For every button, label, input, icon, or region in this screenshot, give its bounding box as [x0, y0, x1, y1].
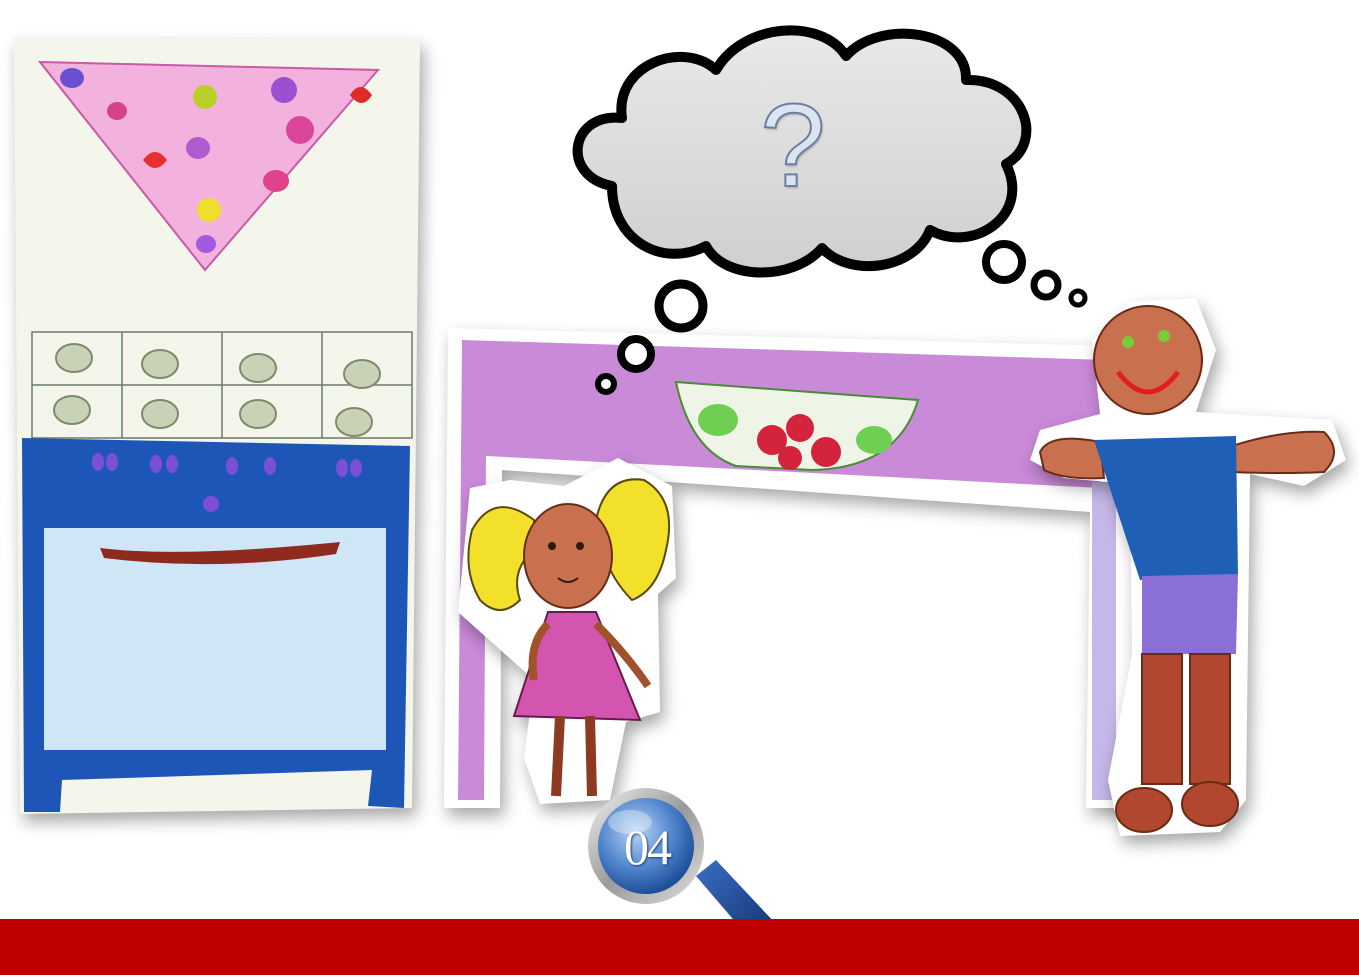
boy-head	[1094, 306, 1202, 414]
footer-bar	[0, 919, 1359, 975]
boy-shorts	[1142, 574, 1238, 654]
question-mark: ?	[760, 80, 826, 212]
badge-number: 04	[624, 819, 670, 875]
stove-drawing	[14, 38, 420, 814]
girl-head	[524, 504, 612, 608]
oven	[22, 438, 410, 812]
